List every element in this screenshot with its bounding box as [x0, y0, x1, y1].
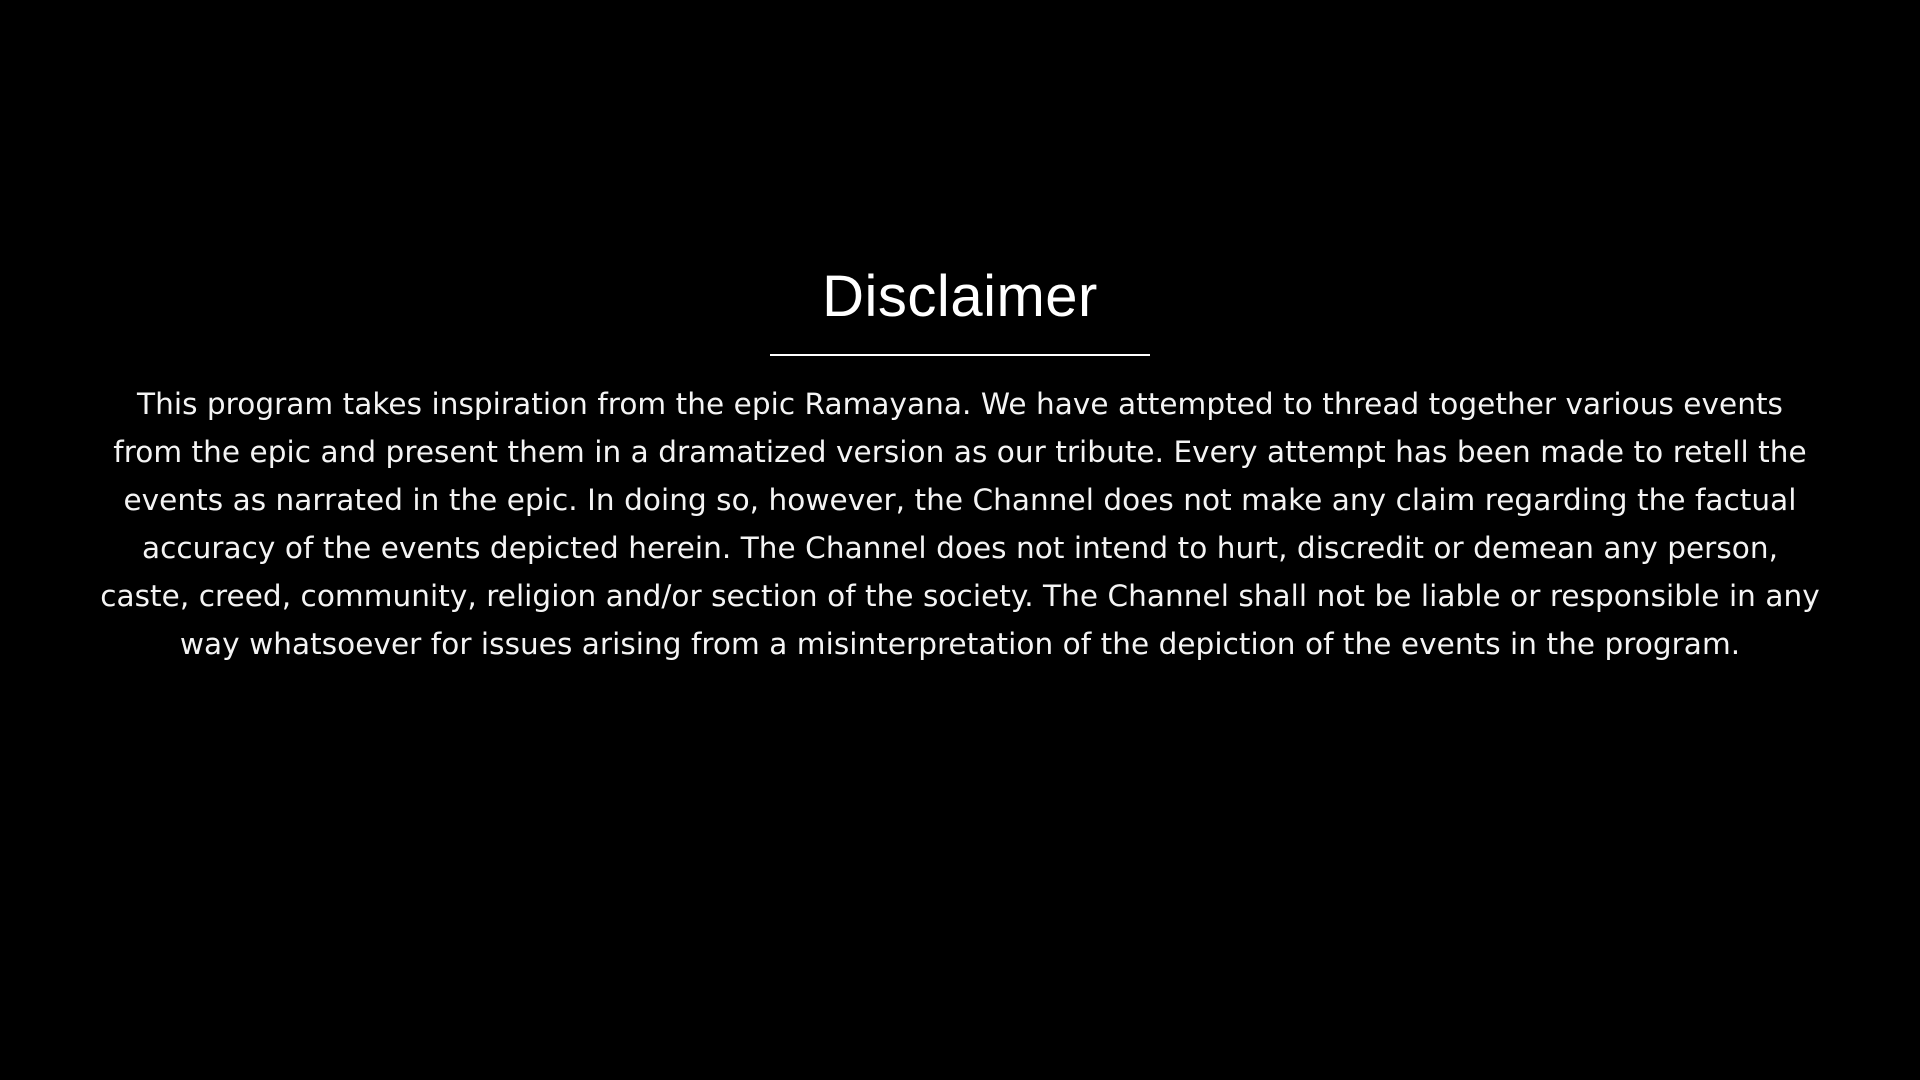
title-divider: [770, 354, 1150, 356]
page-title: Disclaimer: [822, 264, 1098, 329]
disclaimer-body-text: This program takes inspiration from the epic Ramayana. We have attempted to thread together various events from the epic and present them in a dramatized version as our tribute. Every attempt has been made to retell the events as narrated in the epic. In doing so, however, the Channel does not make any claim regarding the factual accuracy of the events depicted herein. The Channel does not intend to hurt, discredit or demean any person, caste, creed, community, religion and/or section of the society. The Channel shall not be liable or responsible in any way whatsoever for issues arising from a misinterpretation of the depiction of the events in the program.: [100, 387, 1820, 661]
